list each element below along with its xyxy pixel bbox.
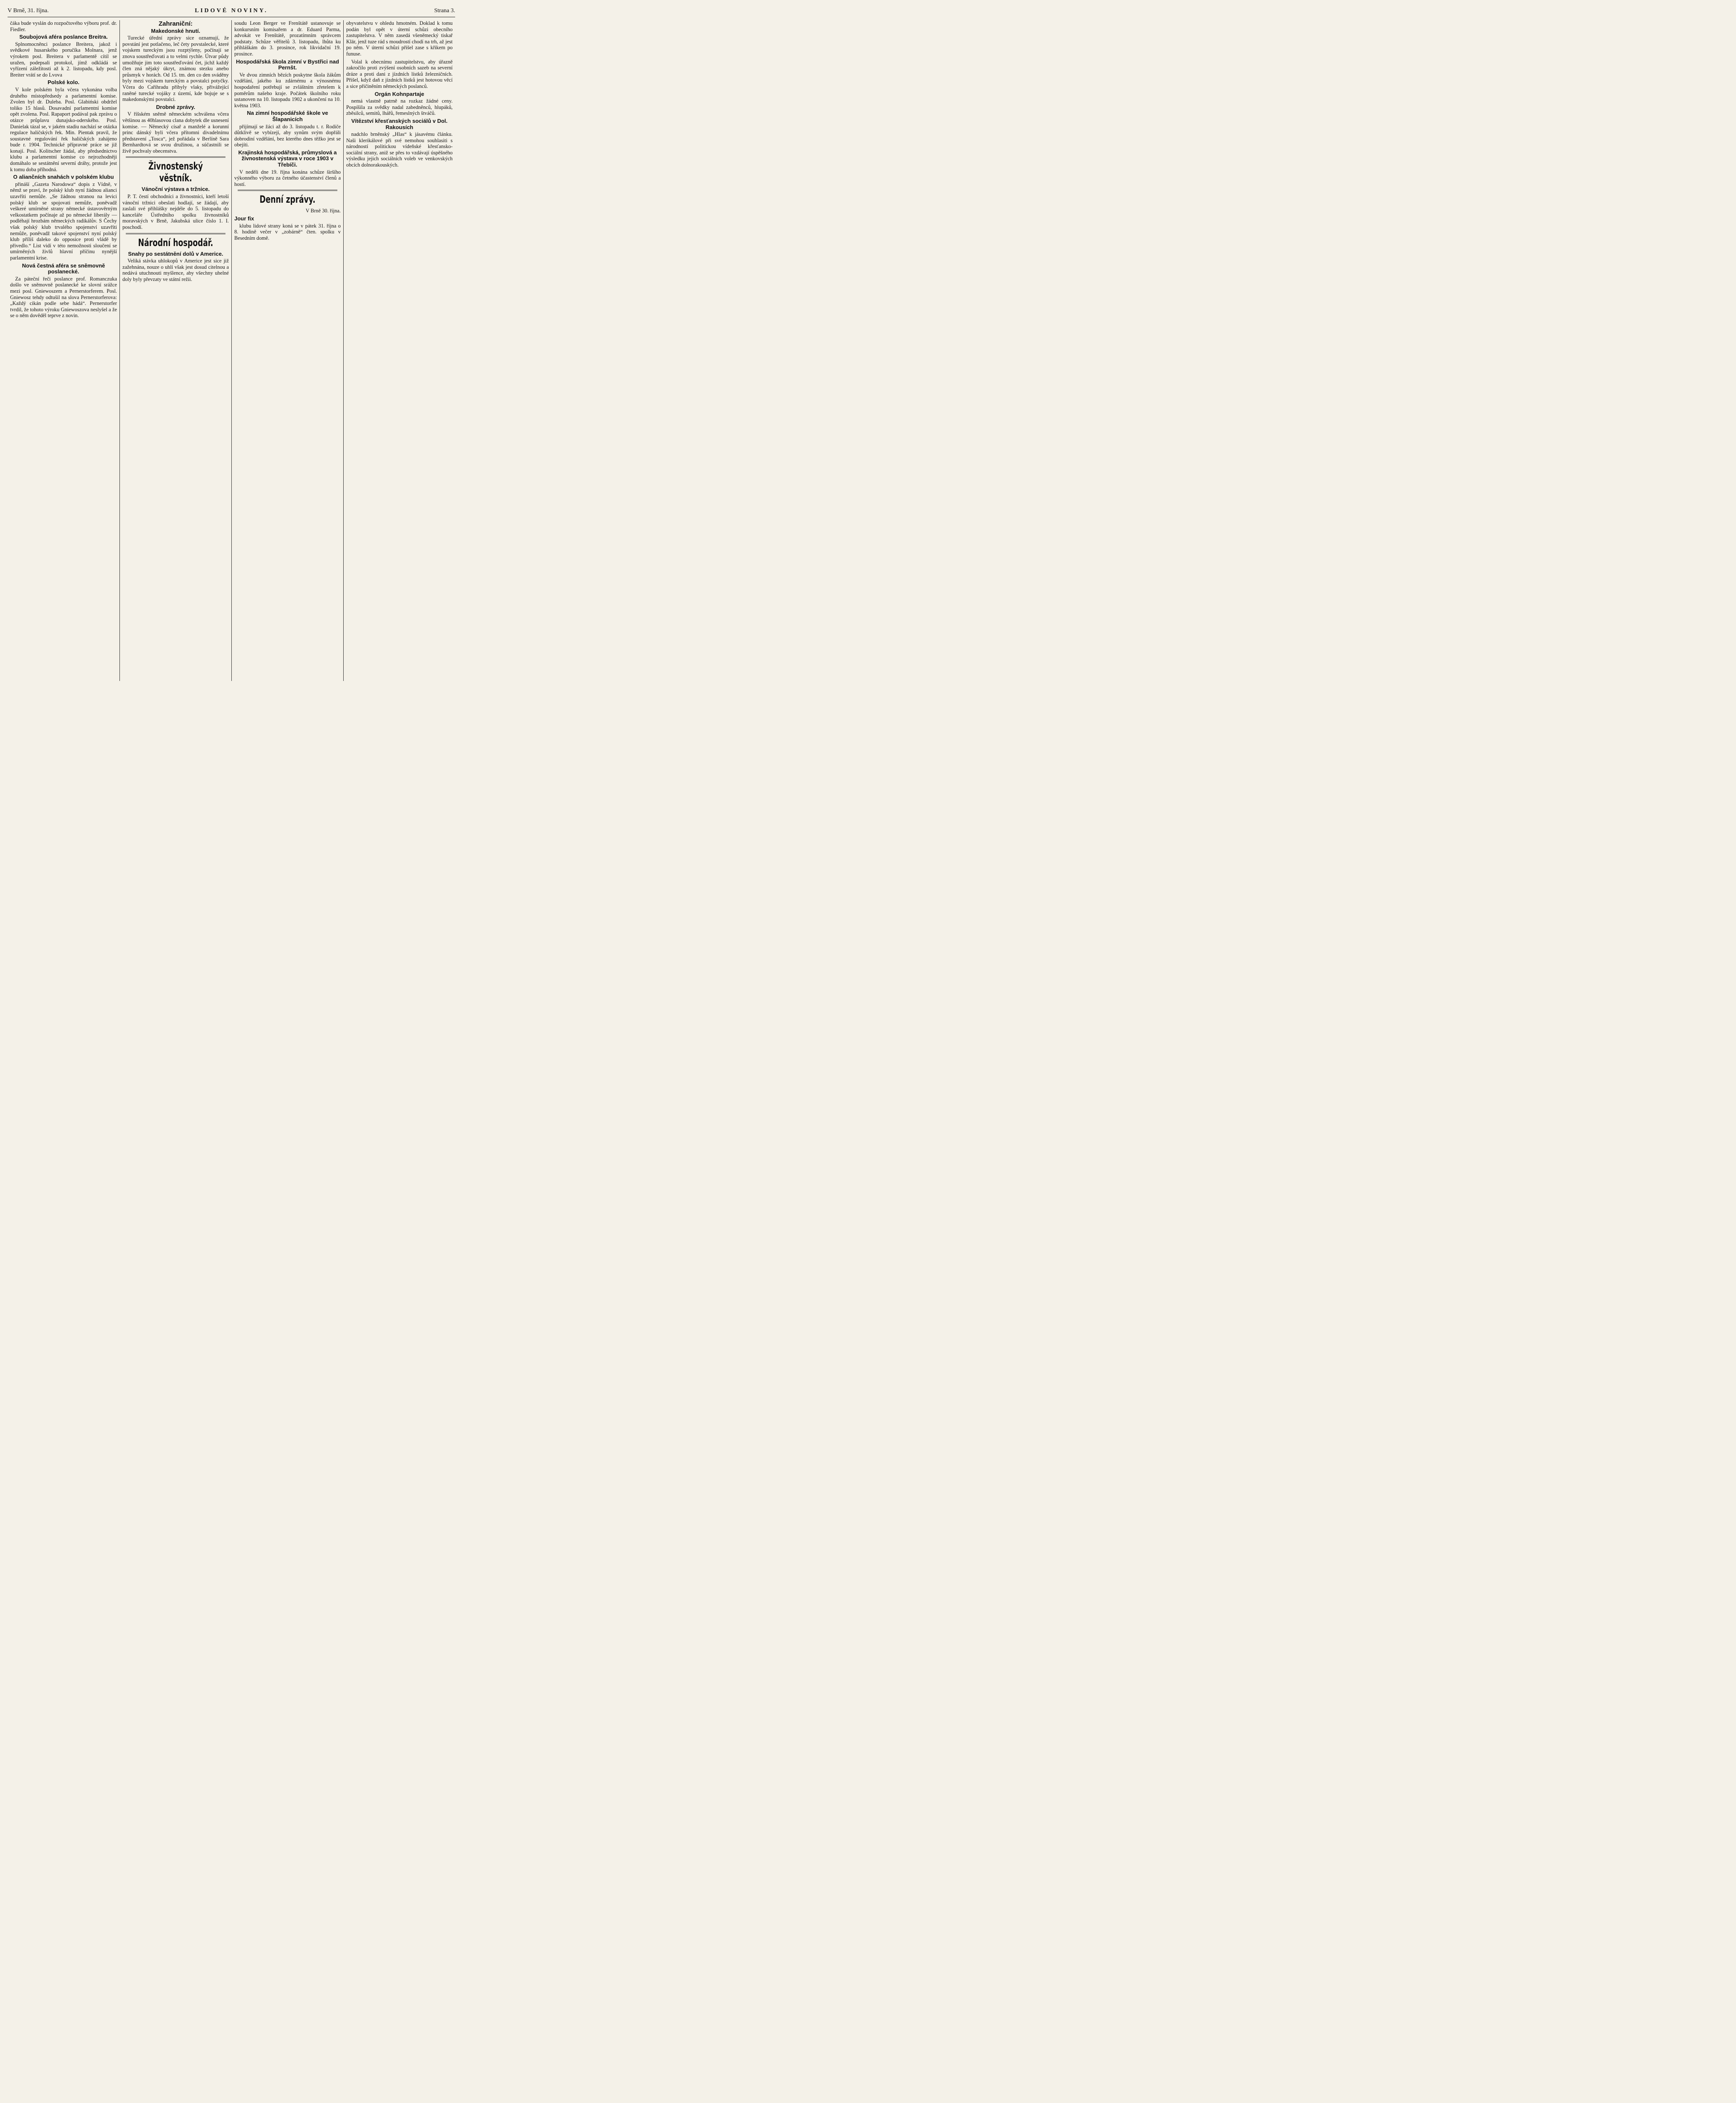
newspaper-title: LIDOVÉ NOVINY. xyxy=(195,8,268,14)
article-heading: Polské kolo. xyxy=(48,79,80,86)
column-3 xyxy=(231,20,343,681)
article-heading: Vánoční výstava a tržnice. xyxy=(141,186,210,193)
article-heading: Drobné zprávy. xyxy=(156,103,195,110)
masthead xyxy=(8,4,455,17)
article-heading: Soubojová aféra poslance Breitra. xyxy=(19,34,108,40)
column-2 xyxy=(119,20,231,681)
article-text: Ve dvou zimních bězích poskytne škola žákům vzdělání, jakého ku zdárnému a výnosnému hospodaření potřebují se zvláštním zřetelem k poměrům našeho kraje. Počátek školního roku ustanoven na 10. listopadu 1902 a ukončení na 10. května 1903. xyxy=(234,72,341,109)
article-text: obyvatelstvu v ohledu hmotném. Doklad k tomu podán byl opět v úterní schůzi obecního zastupitelstva. V něm zasedá všeněmecký tiskař Klär, jenž tuze rád s moudrostí chodí na trh, až jest po něm. V úterní schůzi přišel zase s křikem po funuse. xyxy=(346,20,453,57)
section-dateline: V Brně 30. října. xyxy=(305,208,341,214)
column-1 xyxy=(8,20,119,681)
section-heading: Zahraniční: xyxy=(159,20,193,27)
article-heading: Jour fix xyxy=(234,215,254,222)
section-title: Národní hospodář. xyxy=(138,236,213,249)
article-heading: Vítězství křesťanských sociálů v Dol. Rakousích xyxy=(351,117,448,130)
article-text: Volal k obecnímu zastupitelstvu, aby úřazně zakročilo proti zvýšení osobních sazeb na severní dráze a proti dani z jízdních lístků železničních. Přišel, když daň z jízdních lístků jest hotovou věcí a sice přičiněním německých poslanců. xyxy=(346,58,453,89)
article-text: nemá vlastně patrně na rozkaz žádné ceny. Pospíšila za svědky nadal zabedněnců, hlupáků, zběsilců, semitů, lhářů, řemeslných štváčů. xyxy=(346,98,453,117)
section-divider xyxy=(126,156,225,158)
article-text: Veliká stávka uhlokopů v Americe jest sice již zažehnána, nouze o uhlí však jest dosud citelnou a nedává utuchnouti myšlence, aby všechny uhelné doly byly převzaty ve státní režii. xyxy=(122,258,229,282)
columns xyxy=(8,20,455,681)
section-title: Denní zprávy. xyxy=(260,193,315,206)
article-heading: Nová čestná aféra se sněmovně poslanecké. xyxy=(22,262,105,275)
article-text: soudu Leon Berger ve Frenštátě ustanovuje se konkursním komisařem a dr. Eduard Parma, advokát ve Frenštátě, prozatímním správcem podstaty. Schůze věřitelů 3. listopadu, lhůta ku přihláškám do 3. prosince, rok likvidační 19. prosince. xyxy=(234,20,341,57)
article-text: čáka bude vyslán do rozpočtového výboru prof. dr. Fiedler. xyxy=(10,20,117,32)
article-heading: Na zimní hospodářské škole ve Šlapanicích xyxy=(247,110,328,122)
article-text: nadchlo brněnský „Hlas“ k jásavému článku. Naši klerikálové při své nemohou souhlasiti s národností politickou vídeňské křesťansko-sociální strany, aniž se přes to vzdávají úspěšného výsledku jejich sociálních voleb ve venkovských obcích dolnorakouských. xyxy=(346,131,453,168)
article-text: klubu lidové strany koná se v pátek 31. října o 8. hodině večer v „zobárně“ čten. spolku v Besedním domě. xyxy=(234,222,341,241)
article-text: Turecké úřední zprávy sice oznamují, že povstání jest potlačeno, leč čety povstalecké, které vojskem tureckým jsou rozptýleny, počínají se znova soustřeďovati a to velmi rychle. Útvar půdy umožňuje jim toto soustřeďování čet, jichž každý člen zná nějaký úkryt, známou stezku anebo průsmyk v horách. Od 15. tm. den co den sváděny byly mezi vojskem tureckým a povstalci potyčky. Včera do Cařihradu přibyly vlaky, přivážející raněné turecké vojáky z území, kde bojuje se s makedonskými povstalci. xyxy=(122,35,229,103)
article-heading: Krajinská hospodářská, průmyslová a živnostenská výstava v roce 1903 v Třebíči. xyxy=(238,149,337,168)
article-heading: Makedonské hnutí. xyxy=(151,27,201,34)
article-text: přijímají se žáci až do 3. listopadu t. r. Rodiče důtklivě se vybízejí, aby synům svým dopřáli dobrodiní vzdělání, bez kterého dnes těžko jest se obejíti. xyxy=(234,123,341,148)
article-heading: Orgán Kohnpartaje xyxy=(374,90,424,97)
article-text: Za páteční řeči poslance prof. Romanczuka došlo ve sněmovně poslanecké ke slovní srážce mezi posl. Gniewoszem a Pernerstorferem. Posl. Gniewosz tehdy odtušil na slova Pernerstorferova: „Každý cikán podle sebe hádá“. Pernerstorfer tvrdil, že tohoto výroku Gniewoszova neslyšel a že se o něm dověděl teprve z novin. xyxy=(10,275,117,319)
article-text: V kole polském byla včera vykonána volba druhého místopředsedy a parlamentní komise. Zvolen byl dr. Duleba. Posl. Glabiński obdržel toliko 15 hlasů. Dosavadní parlamentní komise opět zvolena. Posl. Rapaport podával pak zprávu o otázce průplavu dunajsko-oderského. Posl. Danielak tázal se, v jakém stadiu nachází se otázka regulace haličských řek. Min. Pientak pravil, že soustavné regulování řek haličských zahájeno bude r. 1904. Technické přípravné práce se již konají. Posl. Kolitscher žádal, aby předsednictvo klubu a parlamentní komise co nejrozhodněji domáhalo se sestátnění severní dráhy, protože jest k tomu doba příhodná. xyxy=(10,86,117,172)
article-text: Splnomocněnci poslance Breitera, jakož i svědkové husarského poručíka Molnara, jenž výrokem posl. Breitera v parlamentě cítil se uražen, podepsali protokol, jímž odkládá se vyřízení záležitosti až k 2. listopadu, kdy posl. Breiter vrátí se do Lvova xyxy=(10,41,117,78)
article-heading: Snahy po sestátnění dolů v Americe. xyxy=(128,250,223,257)
article-heading: Hospodářská škola zimní v Bystřici nad Pernšt. xyxy=(236,58,339,71)
dateline: V Brně, 31. října. xyxy=(8,8,49,14)
section-title: Živnostenský věstník. xyxy=(148,160,203,184)
article-heading: O aliančních snahách v polském klubu xyxy=(13,174,114,180)
article-text: P. T. čestí obchodníci a živnostníci, kteří letoší vánoční tržnici obeslati hodlají, se žádají, aby zaslali své přihlášky nejdéle do 5. listopadu do kanceláře Ústředního spolku živnostníků moravských v Brně, Jakubská ulice číslo 1. I. poschodí. xyxy=(122,193,229,230)
column-4 xyxy=(343,20,455,681)
section-divider xyxy=(126,233,225,234)
newspaper-page xyxy=(0,0,463,685)
article-text: přináší „Gazeta Narodowa“ dopis z Vídně, v němž se praví, že polský klub nyní žádnou alianci uzavříti nemůže. „Se žádnou stranou na levici polský klub se spojovati nemůže, poněvadž veškeré umírněné strany německé ústavověrným velkostatkem počínaje až po německé liberály — podléhají hrozbám německých radikálův. S Čechy však polský klub trvalého spojenství uzavříti nemůže, poněvadž takové spojenství nyní polský klub příliš daleko do opposice proti vládě by přivedlo.“ List vidí v této nemožnosti sloučení se umírněných živlů hlavní příčinu nynější parlamentní krise. xyxy=(10,181,117,261)
page-number: Strana 3. xyxy=(434,8,455,14)
article-text: V neděli dne 19. října konána schůze širšího výkonného výboru za četného účastenství členů a hostí. xyxy=(234,169,341,187)
section-divider xyxy=(238,190,337,191)
article-text: V říšském sněmě německém schválena včera většinou as 40hlasovou clana dobytek dle usnesení komise. — Německý císař a manželé a korunní princ dánský byli včera přítomni divadelnímu představení „Tosca“, jež pořádala v Berlíně Sara Bernhardtová se svou družinou, a súčastnili se živě pochvaly obecenstva. xyxy=(122,111,229,154)
